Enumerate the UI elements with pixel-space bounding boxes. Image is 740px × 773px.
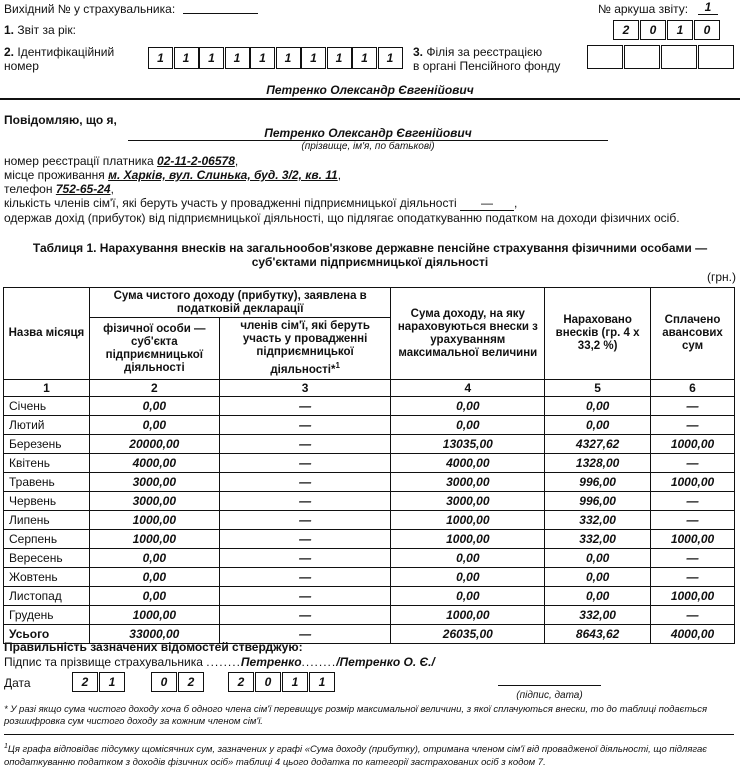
branch-box	[624, 45, 660, 69]
value-cell: 3000,00	[89, 492, 219, 511]
value-cell: 0,00	[89, 587, 219, 606]
table-row	[4, 397, 735, 416]
statement-intro: Повідомляю, що я,	[4, 113, 117, 127]
id-digit-box: 1	[301, 47, 326, 69]
month-cell: Листопад	[4, 587, 90, 606]
id-digit-box: 1	[378, 47, 403, 69]
header-accrued: Нараховано внесків (гр. 4 х 33,2 %)	[545, 288, 651, 380]
value-cell: 4000,00	[391, 454, 545, 473]
month-cell: Липень	[4, 511, 90, 530]
table-row	[4, 530, 735, 549]
value-cell: —	[219, 454, 391, 473]
value-cell: 0,00	[89, 416, 219, 435]
sheet-number-value: 1	[698, 0, 718, 15]
value-cell: —	[219, 587, 391, 606]
value-cell: —	[219, 511, 391, 530]
value-cell: —	[219, 473, 391, 492]
column-number: 1	[4, 380, 90, 397]
header-base: Сума доходу, на яку нараховуються внески з урахуванням максимальної величини	[391, 288, 545, 380]
id-label: 2. Ідентифікаційний номер	[4, 45, 115, 73]
family-count-value: —	[460, 196, 514, 211]
header-paid: Сплачено авансових сум	[651, 288, 735, 380]
phone-line: телефон 752-65-24,	[4, 182, 114, 196]
column-numbers-row	[4, 380, 735, 397]
value-cell: 0,00	[545, 416, 651, 435]
value-cell: 26035,00	[391, 625, 545, 644]
date-day-box: 1	[99, 672, 125, 692]
value-cell: —	[651, 454, 735, 473]
month-cell: Січень	[4, 397, 90, 416]
payer-name: Петренко Олександр Євгенійович	[266, 83, 474, 97]
header-family: членів сім'ї, які беруть участь у провадженні підприємницької діяльності*$^1$	[219, 318, 391, 380]
value-cell: 4000,00	[651, 625, 735, 644]
value-cell: 1000,00	[651, 587, 735, 606]
value-cell: 1000,00	[651, 473, 735, 492]
value-cell: 3000,00	[391, 473, 545, 492]
table-row	[4, 492, 735, 511]
statement-name-caption: (прізвище, ім'я, по батькові)	[301, 141, 435, 152]
value-cell: 0,00	[545, 587, 651, 606]
date-day-box: 2	[72, 672, 98, 692]
value-cell: 332,00	[545, 606, 651, 625]
value-cell: —	[219, 397, 391, 416]
date-year-box: 0	[255, 672, 281, 692]
month-cell: Квітень	[4, 454, 90, 473]
month-cell: Березень	[4, 435, 90, 454]
signature-name: /Петренко О. Є./	[336, 655, 435, 669]
date-year-box: 1	[282, 672, 308, 692]
column-number: 6	[651, 380, 735, 397]
value-cell: 0,00	[545, 568, 651, 587]
branch-box	[661, 45, 697, 69]
id-digit-box: 1	[250, 47, 275, 69]
branch-box	[698, 45, 734, 69]
value-cell: 1000,00	[391, 511, 545, 530]
branch-label: 3. Філія за реєстрацією в органі Пенсійного фонду	[413, 45, 561, 73]
table-row	[4, 568, 735, 587]
value-cell: 0,00	[391, 549, 545, 568]
income-text: одержав дохід (прибуток) від підприємницької діяльності, що підлягає оподаткуванню податком на доходи фізичних осіб.	[4, 211, 680, 225]
header-divider	[0, 98, 740, 100]
value-cell: 1000,00	[391, 606, 545, 625]
table-row	[4, 587, 735, 606]
value-cell: 4327,62	[545, 435, 651, 454]
value-cell: 1000,00	[89, 511, 219, 530]
table-row	[4, 454, 735, 473]
value-cell: 1000,00	[89, 530, 219, 549]
value-cell: 1000,00	[89, 606, 219, 625]
value-cell: —	[651, 416, 735, 435]
value-cell: —	[219, 530, 391, 549]
month-cell: Серпень	[4, 530, 90, 549]
table-row	[4, 549, 735, 568]
table-row	[4, 435, 735, 454]
date-month-box: 2	[178, 672, 204, 692]
value-cell: 332,00	[545, 530, 651, 549]
month-cell: Усього	[4, 625, 90, 644]
value-cell: —	[219, 625, 391, 644]
value-cell: —	[219, 549, 391, 568]
date-month-box: 0	[151, 672, 177, 692]
reg-number-value: 02-11-2-06578	[157, 154, 235, 168]
year-digit-box: 0	[694, 20, 720, 40]
date-label: Дата	[4, 676, 31, 690]
value-cell: 0,00	[391, 416, 545, 435]
value-cell: —	[219, 606, 391, 625]
table-row	[4, 473, 735, 492]
column-number: 3	[219, 380, 391, 397]
value-cell: 8643,62	[545, 625, 651, 644]
value-cell: 0,00	[391, 587, 545, 606]
table-unit: (грн.)	[706, 270, 736, 284]
value-cell: 3000,00	[391, 492, 545, 511]
contributions-table	[3, 287, 735, 644]
family-count-line: кількість членів сім'ї, які беруть участь у провадженні підприємницької діяльності — ,	[4, 196, 518, 210]
signature-line: Підпис та прізвище страхувальника ........Петренко......../Петренко О. Є./	[4, 655, 435, 669]
value-cell: —	[651, 568, 735, 587]
table-row	[4, 511, 735, 530]
month-cell: Грудень	[4, 606, 90, 625]
table-row	[4, 416, 735, 435]
sheet-number-label: № аркуша звіту:	[598, 2, 689, 16]
date-year-box: 2	[228, 672, 254, 692]
value-cell: —	[219, 416, 391, 435]
header-net-income-group: Сума чистого доходу (прибутку), заявлена в податковій декларації	[89, 288, 391, 318]
year-label: 1. Звіт за рік:	[4, 23, 76, 37]
id-digit-box: 1	[327, 47, 352, 69]
id-digit-box: 1	[352, 47, 377, 69]
value-cell: —	[651, 492, 735, 511]
table-title-2: суб'єктами підприємницької діяльності	[251, 255, 489, 269]
value-cell: —	[651, 549, 735, 568]
month-cell: Жовтень	[4, 568, 90, 587]
header-individual: фізичної особи — суб'єкта підприємницької діяльності	[89, 318, 219, 380]
outgoing-number-line	[183, 13, 258, 14]
table-title-1: Таблиця 1. Нарахування внесків на загальнообов'язкове державне пенсійне страхування фізичними особами —	[32, 241, 708, 255]
outgoing-number-label: Вихідний № у страхувальника:	[4, 2, 176, 16]
id-digit-box: 1	[199, 47, 224, 69]
column-number: 4	[391, 380, 545, 397]
value-cell: —	[219, 435, 391, 454]
column-number: 2	[89, 380, 219, 397]
value-cell: 0,00	[89, 568, 219, 587]
value-cell: 0,00	[391, 397, 545, 416]
month-cell: Лютий	[4, 416, 90, 435]
month-cell: Червень	[4, 492, 90, 511]
value-cell: 0,00	[545, 397, 651, 416]
value-cell: 0,00	[89, 397, 219, 416]
footnote-divider	[4, 734, 734, 735]
column-number: 5	[545, 380, 651, 397]
id-digit-box: 1	[276, 47, 301, 69]
year-digit-box: 0	[640, 20, 666, 40]
phone-value: 752-65-24	[55, 182, 111, 196]
date-year-box: 1	[309, 672, 335, 692]
value-cell: 3000,00	[89, 473, 219, 492]
signature-value: Петренко	[240, 655, 302, 669]
value-cell: —	[219, 492, 391, 511]
value-cell: —	[651, 397, 735, 416]
branch-box	[587, 45, 623, 69]
address-line: місце проживання м. Харків, вул. Слинька, буд. 3/2, кв. 11,	[4, 168, 342, 182]
id-digit-box: 1	[174, 47, 199, 69]
value-cell: —	[651, 511, 735, 530]
table-row	[4, 606, 735, 625]
month-cell: Травень	[4, 473, 90, 492]
signature-date-caption: (підпис, дата)	[516, 690, 583, 701]
address-value: м. Харків, вул. Слинька, буд. 3/2, кв. 11	[108, 168, 338, 182]
value-cell: 0,00	[89, 549, 219, 568]
value-cell: 1000,00	[651, 435, 735, 454]
year-digit-box: 1	[667, 20, 693, 40]
signature-date-line	[498, 685, 601, 686]
id-digit-box: 1	[148, 47, 173, 69]
value-cell: 996,00	[545, 473, 651, 492]
note-star: * У разі якщо сума чистого доходу хоча б одного члена сім'ї перевищує розмір максимальної величини, з якої сплачуються внески, то до таблиці подається розшифровка сум чистого доходу за кожним членом сім'ї.	[4, 704, 708, 727]
id-digit-box: 1	[225, 47, 250, 69]
value-cell: 996,00	[545, 492, 651, 511]
header-month: Назва місяця	[4, 288, 90, 380]
value-cell: 1000,00	[391, 530, 545, 549]
value-cell: 0,00	[545, 549, 651, 568]
year-digit-box: 2	[613, 20, 639, 40]
value-cell: 0,00	[391, 568, 545, 587]
value-cell: 1000,00	[651, 530, 735, 549]
statement-name: Петренко Олександр Євгенійович	[128, 126, 608, 141]
value-cell: 20000,00	[89, 435, 219, 454]
month-cell: Вересень	[4, 549, 90, 568]
value-cell: 332,00	[545, 511, 651, 530]
value-cell: 33000,00	[89, 625, 219, 644]
value-cell: —	[651, 606, 735, 625]
value-cell: —	[219, 568, 391, 587]
reg-number-line: номер реєстрації платника 02-11-2-06578,	[4, 154, 239, 168]
confirm-title: Правильність зазначених відомостей стверджую:	[4, 640, 303, 654]
footnote: $^1$Ця графа відповідає підсумку щомісячних сум, зазначених у графі «Сума доходу (прибутку), отримана членом сім'ї від провадженої діяльності, що підлягає оподаткуванню податком з доходів фізичних осіб» таблиці 4 цього додатка по категорії застрахованих осіб з кодом 7.	[4, 743, 707, 769]
value-cell: 13035,00	[391, 435, 545, 454]
value-cell: 1328,00	[545, 454, 651, 473]
value-cell: 4000,00	[89, 454, 219, 473]
